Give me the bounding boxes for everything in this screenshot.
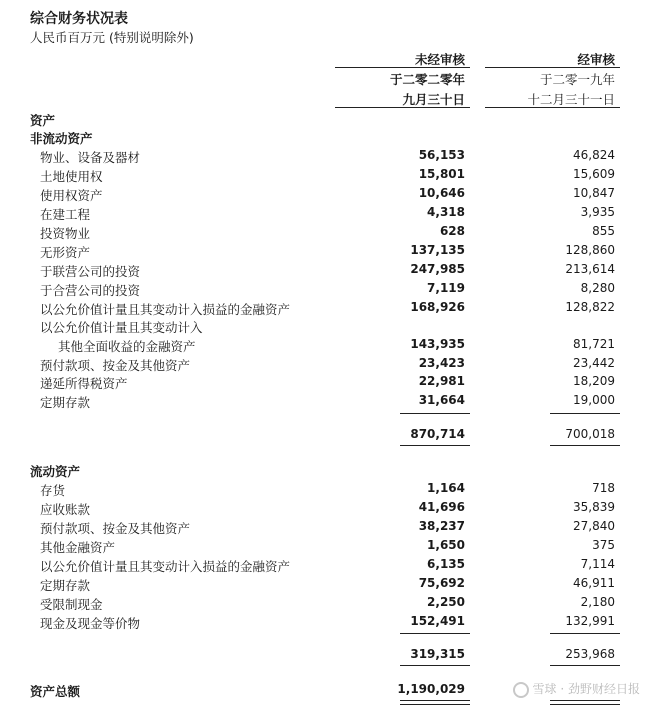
noncurrent-subtotal-rule-2020 — [400, 413, 470, 414]
table-row-value-2020: 41,696 — [418, 500, 465, 514]
col1-status: 未经审核 — [414, 52, 465, 67]
table-row-label: 递延所得税资产 — [40, 376, 128, 391]
table-row-label: 在建工程 — [40, 207, 91, 222]
table-row-value-2019: 23,442 — [573, 356, 615, 370]
table-row-value-2020: 15,801 — [418, 167, 465, 181]
col2-header-rule — [485, 67, 620, 68]
table-row-value-2019: 7,114 — [580, 557, 615, 571]
watermark-text: 雪球 · 劲野财经日报 — [532, 682, 640, 696]
watermark — [513, 680, 640, 698]
table-row-value-2019: 375 — [592, 538, 615, 552]
current-subtotal-rule-2020 — [400, 633, 470, 634]
table-row-label: 投资物业 — [40, 226, 91, 241]
noncurrent-total-rule-2019 — [550, 445, 620, 446]
table-row-label: 于联营公司的投资 — [40, 264, 141, 279]
table-row-value-2019: 213,614 — [565, 262, 615, 276]
section-assets: 资产 — [30, 113, 56, 128]
grand-total-double-rule-2020 — [400, 700, 470, 705]
table-row-label: 以公允价值计量且其变动计入损益的金融资产 — [40, 559, 291, 574]
table-row-value-2019: 15,609 — [573, 167, 615, 181]
current-total-rule-2019 — [550, 665, 620, 666]
table-row-value-2019: 128,822 — [565, 300, 615, 314]
table-row-label: 以公允价值计量且其变动计入损益的金融资产 — [40, 302, 291, 317]
table-row-value-2020: 22,981 — [418, 374, 465, 388]
total-assets-2020: 1,190,029 — [397, 682, 465, 696]
table-row-value-2020: 56,153 — [418, 148, 465, 162]
current-total-rule-2020 — [400, 665, 470, 666]
table-row-value-2019: 19,000 — [573, 393, 615, 407]
col1-date-rule — [335, 107, 470, 108]
table-row-label: 以公允价值计量且其变动计入 — [40, 320, 203, 335]
table-row-label: 现金及现金等价物 — [40, 616, 141, 631]
table-row-label: 存货 — [40, 483, 66, 498]
current-total-2019: 253,968 — [565, 647, 615, 661]
table-row-value-2020: 168,926 — [410, 300, 465, 314]
table-row-value-2020: 152,491 — [410, 614, 465, 628]
table-row-label: 应收账款 — [40, 502, 91, 517]
table-row-value-2020: 75,692 — [418, 576, 465, 590]
table-row-label: 其他金融资产 — [40, 540, 116, 555]
table-row-value-2019: 128,860 — [565, 243, 615, 257]
table-row-value-2020: 143,935 — [410, 337, 465, 351]
table-row-value-2020: 31,664 — [418, 393, 465, 407]
table-row-value-2019: 2,180 — [580, 595, 615, 609]
grand-total-double-rule-2019 — [550, 700, 620, 705]
table-row-value-2020: 2,250 — [427, 595, 465, 609]
col2-date-line2: 十二月三十一日 — [527, 92, 615, 107]
table-row-value-2020: 247,985 — [410, 262, 465, 276]
table-row-value-2019: 718 — [592, 481, 615, 495]
col1-date-line1: 于二零二零年 — [389, 72, 465, 87]
table-row-value-2019: 46,824 — [573, 148, 615, 162]
statement-title: 综合财务状况表 — [30, 11, 128, 27]
table-row-label: 于合营公司的投资 — [40, 283, 141, 298]
table-row-value-2019: 35,839 — [573, 500, 615, 514]
table-row-label: 土地使用权 — [40, 169, 103, 184]
table-row-value-2020: 6,135 — [427, 557, 465, 571]
table-row-label: 物业、设备及器材 — [40, 150, 141, 165]
total-assets-label: 资产总额 — [30, 684, 81, 699]
current-subtotal-rule-2019 — [550, 633, 620, 634]
table-row-value-2019: 132,991 — [565, 614, 615, 628]
table-row-value-2019: 18,209 — [573, 374, 615, 388]
table-row-value-2020: 1,164 — [427, 481, 465, 495]
table-row-value-2020: 4,318 — [427, 205, 465, 219]
table-row-value-2019: 46,911 — [573, 576, 615, 590]
table-row-value-2020: 23,423 — [418, 356, 465, 370]
table-row-value-2019: 81,721 — [573, 337, 615, 351]
table-row-value-2020: 628 — [439, 224, 465, 238]
col1-date-line2: 九月三十日 — [402, 92, 465, 107]
table-row-value-2020: 10,646 — [418, 186, 465, 200]
noncurrent-subtotal-rule-2019 — [550, 413, 620, 414]
table-row-value-2019: 10,847 — [573, 186, 615, 200]
currency-note: 人民币百万元 (特别说明除外) — [30, 30, 194, 45]
table-row-label: 预付款项、按金及其他资产 — [40, 358, 191, 373]
table-row-value-2019: 27,840 — [573, 519, 615, 533]
col2-date-rule — [485, 107, 620, 108]
current-total-2020: 319,315 — [410, 647, 465, 661]
table-row-value-2019: 3,935 — [580, 205, 615, 219]
table-row-value-2019: 8,280 — [580, 281, 615, 295]
col2-status: 经审核 — [577, 52, 615, 67]
section-noncurrent-assets: 非流动资产 — [30, 131, 93, 146]
table-row-label: 无形资产 — [40, 245, 91, 260]
col2-date-line1: 于二零一九年 — [539, 72, 615, 87]
table-row-value-2020: 7,119 — [427, 281, 465, 295]
weibo-icon — [513, 682, 529, 698]
section-current-assets: 流动资产 — [30, 464, 81, 479]
table-row-label: 定期存款 — [40, 578, 91, 593]
noncurrent-total-2019: 700,018 — [565, 427, 615, 441]
table-row-label: 预付款项、按金及其他资产 — [40, 521, 191, 536]
table-row-label: 使用权资产 — [40, 188, 103, 203]
table-row-value-2020: 137,135 — [410, 243, 465, 257]
table-row-value-2019: 855 — [592, 224, 615, 238]
table-row-value-2020: 38,237 — [418, 519, 465, 533]
col1-header-rule — [335, 67, 470, 68]
table-row-label: 受限制现金 — [40, 597, 103, 612]
table-row-label: 定期存款 — [40, 395, 91, 410]
noncurrent-total-rule-2020 — [400, 445, 470, 446]
table-row-value-2020: 1,650 — [427, 538, 465, 552]
noncurrent-total-2020: 870,714 — [410, 427, 465, 441]
table-row-label: 其他全面收益的金融资产 — [58, 339, 196, 354]
